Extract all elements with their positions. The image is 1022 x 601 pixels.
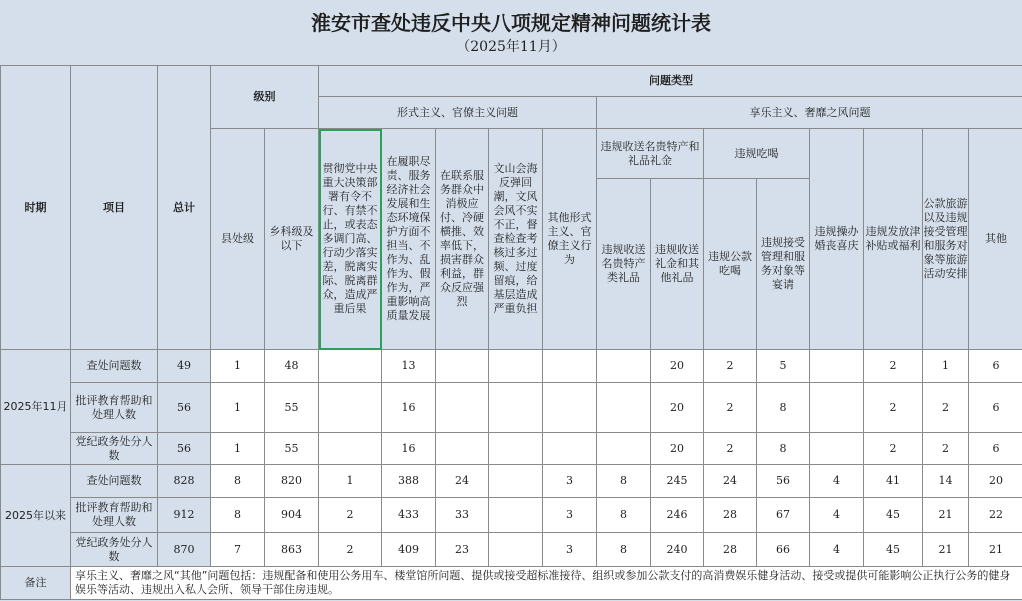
header-col-weddings-funerals: 违规操办婚丧喜庆 (810, 129, 864, 350)
total-cell: 56 (158, 433, 211, 465)
value-cell (597, 433, 651, 465)
value-cell: 21 (969, 533, 1022, 567)
table-row (1, 350, 1022, 383)
header-col-specialty-gifts: 违规收送名贵特产类礼品 (597, 179, 651, 350)
table-row (1, 533, 1022, 567)
value-cell: 48 (265, 350, 319, 383)
value-cell: 6 (969, 350, 1022, 383)
value-cell (319, 383, 382, 433)
value-cell (489, 350, 543, 383)
value-cell: 6 (969, 433, 1022, 465)
value-cell (810, 383, 864, 433)
item-cell: 党纪政务处分人数 (71, 533, 158, 567)
report-header (0, 0, 1022, 64)
value-cell: 2 (704, 433, 757, 465)
value-cell: 20 (969, 465, 1022, 498)
value-cell (436, 383, 489, 433)
value-cell: 8 (211, 465, 265, 498)
value-cell (489, 465, 543, 498)
value-cell: 2 (319, 498, 382, 533)
value-cell (489, 498, 543, 533)
value-cell: 55 (265, 433, 319, 465)
value-cell: 20 (651, 350, 704, 383)
value-cell: 4 (810, 465, 864, 498)
item-cell: 党纪政务处分人数 (71, 433, 158, 465)
value-cell: 20 (651, 383, 704, 433)
header-col-party-decision: 贯彻党中央重大决策部署有令不行、有禁不止，或表态多调门高、行动少落实差，脱离实际、脱离群众，造成严重后果 (319, 129, 382, 350)
header-col-other-formalism: 其他形式主义、官僚主义行为 (543, 129, 597, 350)
value-cell (489, 433, 543, 465)
value-cell: 904 (265, 498, 319, 533)
value-cell: 6 (969, 383, 1022, 433)
value-cell: 24 (436, 465, 489, 498)
value-cell: 2 (704, 350, 757, 383)
value-cell: 45 (864, 533, 923, 567)
header-county: 县处级 (211, 129, 265, 350)
value-cell (597, 383, 651, 433)
value-cell: 24 (704, 465, 757, 498)
item-cell: 查处问题数 (71, 350, 158, 383)
value-cell: 67 (757, 498, 810, 533)
value-cell (543, 350, 597, 383)
value-cell (436, 350, 489, 383)
report-title: 淮安市查处违反中央八项规定精神问题统计表 (311, 11, 711, 35)
value-cell (436, 433, 489, 465)
value-cell: 16 (382, 433, 436, 465)
value-cell (543, 433, 597, 465)
value-cell: 409 (382, 533, 436, 567)
value-cell: 8 (597, 465, 651, 498)
total-cell: 828 (158, 465, 211, 498)
value-cell: 433 (382, 498, 436, 533)
value-cell: 45 (864, 498, 923, 533)
header-hedonism-group: 享乐主义、奢靡之风问题 (597, 97, 1022, 129)
value-cell (597, 350, 651, 383)
value-cell: 28 (704, 533, 757, 567)
header-col-serving-masses: 在联系服务群众中消极应付、冷硬横推、效率低下，损害群众利益，群众反应强烈 (436, 129, 489, 350)
note-row (1, 567, 1022, 600)
value-cell: 2 (319, 533, 382, 567)
header-col-cash-gifts: 违规收送礼金和其他礼品 (651, 179, 704, 350)
value-cell: 20 (651, 433, 704, 465)
report-subtitle: （2025年11月） (456, 39, 566, 55)
table-row (1, 433, 1022, 465)
value-cell: 246 (651, 498, 704, 533)
value-cell: 820 (265, 465, 319, 498)
value-cell (319, 350, 382, 383)
value-cell: 3 (543, 533, 597, 567)
value-cell: 56 (757, 465, 810, 498)
value-cell: 1 (211, 433, 265, 465)
value-cell: 55 (265, 383, 319, 433)
value-cell: 21 (923, 498, 969, 533)
header-col-banquets: 违规接受管理和服务对象等宴请 (757, 179, 810, 350)
header-col-tourism: 公款旅游以及违规接受管理和服务对象等旅游活动安排 (923, 129, 969, 350)
value-cell: 4 (810, 533, 864, 567)
total-cell: 870 (158, 533, 211, 567)
header-col-public-dining: 违规公款吃喝 (704, 179, 757, 350)
header-level: 级别 (211, 66, 319, 129)
value-cell: 22 (969, 498, 1022, 533)
header-item: 项目 (71, 66, 158, 350)
value-cell (489, 533, 543, 567)
value-cell: 2 (704, 383, 757, 433)
value-cell: 13 (382, 350, 436, 383)
value-cell: 8 (597, 533, 651, 567)
value-cell: 8 (757, 383, 810, 433)
item-cell: 批评教育帮助和处理人数 (71, 383, 158, 433)
item-cell: 批评教育帮助和处理人数 (71, 498, 158, 533)
value-cell (543, 383, 597, 433)
table-row (1, 465, 1022, 498)
value-cell: 33 (436, 498, 489, 533)
value-cell: 16 (382, 383, 436, 433)
value-cell: 1 (211, 350, 265, 383)
value-cell: 21 (923, 533, 969, 567)
value-cell: 4 (810, 498, 864, 533)
header-problem-types: 问题类型 (319, 66, 1022, 97)
total-cell: 912 (158, 498, 211, 533)
value-cell: 3 (543, 465, 597, 498)
value-cell: 3 (543, 498, 597, 533)
value-cell: 5 (757, 350, 810, 383)
value-cell: 240 (651, 533, 704, 567)
period-cell: 2025年以来 (1, 465, 71, 567)
statistics-table (0, 65, 1022, 600)
value-cell (319, 433, 382, 465)
note-label: 备注 (1, 567, 71, 600)
period-cell: 2025年11月 (1, 350, 71, 465)
table-row (1, 383, 1022, 433)
value-cell (810, 433, 864, 465)
header-formalism-group: 形式主义、官僚主义问题 (319, 97, 597, 129)
table-row (1, 498, 1022, 533)
note-text: 享乐主义、奢靡之风“其他”问题包括：违规配备和使用公务用车、楼堂馆所问题、提供或接受超标准接待、组织或参加公款支付的高消费娱乐健身活动、接受或提供可能影响公正执行公务的健身娱乐等活动、违规出入私人会所、领导干部住房违规。 (71, 567, 1022, 600)
header-row-1 (1, 66, 1022, 97)
value-cell: 2 (864, 433, 923, 465)
value-cell: 245 (651, 465, 704, 498)
value-cell: 7 (211, 533, 265, 567)
value-cell: 28 (704, 498, 757, 533)
item-cell: 查处问题数 (71, 465, 158, 498)
value-cell: 2 (923, 383, 969, 433)
value-cell: 41 (864, 465, 923, 498)
value-cell: 863 (265, 533, 319, 567)
total-cell: 49 (158, 350, 211, 383)
value-cell (810, 350, 864, 383)
header-col-allowances: 违规发放津补贴或福利 (864, 129, 923, 350)
value-cell: 1 (211, 383, 265, 433)
header-township: 乡科级及以下 (265, 129, 319, 350)
value-cell: 2 (923, 433, 969, 465)
total-cell: 56 (158, 383, 211, 433)
value-cell: 8 (211, 498, 265, 533)
value-cell: 8 (597, 498, 651, 533)
header-col-other: 其他 (969, 129, 1022, 350)
value-cell: 2 (864, 383, 923, 433)
value-cell (489, 383, 543, 433)
value-cell: 1 (923, 350, 969, 383)
value-cell: 2 (864, 350, 923, 383)
value-cell: 23 (436, 533, 489, 567)
header-col-meetings-documents: 文山会海反弹回潮，文风会风不实不正，督查检查考核过多过频、过度留痕，给基层造成严重负担 (489, 129, 543, 350)
header-total: 总计 (158, 66, 211, 350)
header-period: 时期 (1, 66, 71, 350)
value-cell: 388 (382, 465, 436, 498)
value-cell: 8 (757, 433, 810, 465)
value-cell: 14 (923, 465, 969, 498)
header-col-inaction: 在履职尽责、服务经济社会发展和生态环境保护方面不担当、不作为、乱作为、假作为，严重影响高质量发展 (382, 129, 436, 350)
header-eat-group: 违规吃喝 (704, 129, 810, 179)
value-cell: 1 (319, 465, 382, 498)
value-cell: 66 (757, 533, 810, 567)
header-gift-group: 违规收送名贵特产和礼品礼金 (597, 129, 704, 179)
